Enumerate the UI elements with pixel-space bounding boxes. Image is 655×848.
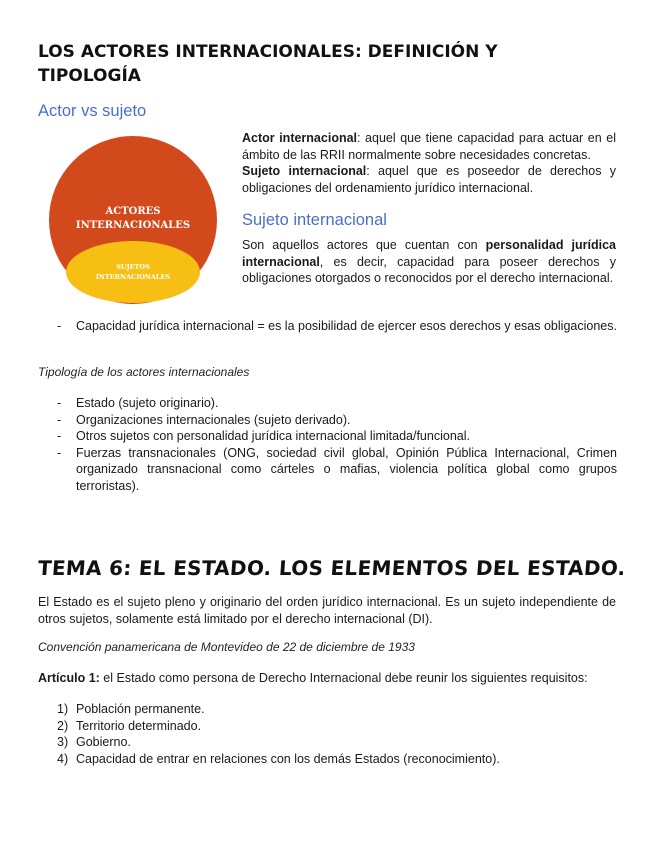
subjects-label-line1: SUJETOS <box>116 263 150 271</box>
sujeto-def-text: : aquel que es poseedor de derechos y obligaciones del ordenamiento jurídico internacional. <box>242 164 616 195</box>
list-item: - Fuerzas transnacionales (ONG, sociedad civil global, Opinión Pública Internacional, Crimen organizado transnacional como cárteles o mafias, violencia política global como grupos terroristas). <box>57 445 617 495</box>
articulo-1 <box>38 670 616 687</box>
tema-6-title: TEMA 6: EL ESTADO. LOS ELEMENTOS DEL ESTADO. <box>37 556 627 580</box>
convencion-heading: Convención panamericana de Montevideo de 22 de diciembre de 1933 <box>38 640 415 654</box>
actor-vs-sujeto-heading: Actor vs sujeto <box>38 102 147 120</box>
actors-label-line1: ACTORES <box>105 206 161 217</box>
page-title-line2: TIPOLOGÍA <box>38 66 141 86</box>
list-item: - Otros sujetos con personalidad jurídica internacional limitada/funcional. <box>57 428 617 445</box>
capacidad-list <box>57 318 617 335</box>
sujeto-para-pre: Son aquellos actores que cuentan con <box>242 238 486 252</box>
item-number: 2) <box>57 718 69 733</box>
item-number: 1) <box>57 702 69 716</box>
list-item <box>57 734 617 751</box>
sujeto-paragraph <box>242 237 616 287</box>
subjects-ellipse <box>66 241 200 303</box>
articulo-label: Artículo 1: <box>38 671 100 685</box>
estado-intro: El Estado es el sujeto pleno y originario del orden jurídico internacional. Es un sujeto independiente de otros sujetos, solamente está limitado por el derecho internacional (DI). <box>38 595 616 626</box>
list-item: - Capacidad jurídica internacional = es la posibilidad de ejercer esos derechos y esas obligaciones. <box>57 318 617 335</box>
item-text: Población permanente. <box>76 702 205 716</box>
item-text: Capacidad de entrar en relaciones con los demás Estados (reconocimiento). <box>76 751 500 766</box>
sujeto-def-term: Sujeto internacional <box>242 164 367 178</box>
list-item <box>57 718 617 735</box>
actor-definitions <box>242 130 616 196</box>
page-title-line1: LOS ACTORES INTERNACIONALES: DEFINICIÓN Y <box>38 42 498 62</box>
list-item <box>57 701 617 718</box>
item-number: 3) <box>57 735 69 749</box>
actor-def-term: Actor internacional <box>242 131 358 145</box>
actors-subjects-diagram <box>36 134 230 306</box>
tipologia-list <box>57 395 617 494</box>
requisitos-list <box>57 701 617 767</box>
item-number: 4) <box>57 751 69 766</box>
sujeto-para-post: , es decir, capacidad para poseer derechos y obligaciones otorgados o reconocidos por el derecho internacional. <box>242 254 616 285</box>
sujeto-internacional-heading: Sujeto internacional <box>242 211 387 229</box>
list-item: - Organizaciones internacionales (sujeto derivado). <box>57 412 617 429</box>
sujeto-para-bold: personalidad jurídica internacional <box>242 238 616 269</box>
list-item: - Estado (sujeto originario). <box>57 395 617 412</box>
item-text: Gobierno. <box>76 735 131 749</box>
list-item <box>57 751 617 768</box>
actors-label-line2: INTERNACIONALES <box>75 220 191 231</box>
articulo-text: el Estado como persona de Derecho Internacional debe reunir los siguientes requisitos: <box>99 671 588 685</box>
actor-def-text: : aquel que tiene capacidad para actuar en el ámbito de las RRII normalmente sobre necesidades concretas. <box>242 131 616 162</box>
tipologia-heading: Tipología de los actores internacionales <box>38 365 250 379</box>
page-title <box>38 40 598 88</box>
subjects-label-line2: INTERNACIONALES <box>95 273 171 281</box>
item-text: Territorio determinado. <box>76 718 202 733</box>
